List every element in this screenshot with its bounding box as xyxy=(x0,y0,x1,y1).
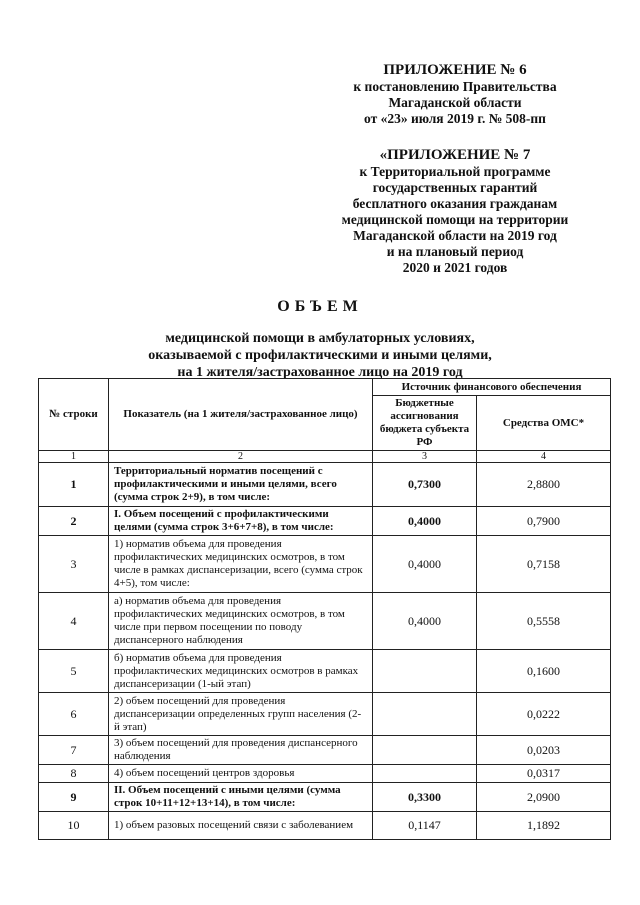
row-indicator: 3) объем посещений для проведения диспансерного наблюдения xyxy=(109,736,373,765)
row-oms-value: 0,5558 xyxy=(477,593,611,650)
header-indicator: Показатель (на 1 жителя/застрахованное лицо) xyxy=(109,379,373,451)
volume-heading xyxy=(0,298,640,381)
row-number: 9 xyxy=(39,783,109,812)
row-budget-value xyxy=(373,765,477,783)
volume-subtitle-line: на 1 жителя/застрахованное лицо на 2019 год xyxy=(177,365,463,380)
row-indicator: б) норматив объема для проведения профилактических медицинских осмотров в рамках диспансеризации (1-ый этап) xyxy=(109,650,373,693)
row-indicator: I. Объем посещений с профилактическими целями (сумма строк 3+6+7+8), в том числе: xyxy=(109,507,373,536)
row-oms-value: 0,7158 xyxy=(477,536,611,593)
row-number: 7 xyxy=(39,736,109,765)
appendix-7-line: бесплатного оказания гражданам xyxy=(352,196,558,211)
column-number: 1 xyxy=(39,451,109,463)
table-row xyxy=(39,593,611,650)
table-row xyxy=(39,736,611,765)
row-oms-value: 0,0203 xyxy=(477,736,611,765)
row-indicator: 1) объем разовых посещений связи с заболеванием xyxy=(109,812,373,840)
appendix-6-title: ПРИЛОЖЕНИЕ № 6 xyxy=(383,62,527,78)
row-number: 3 xyxy=(39,536,109,593)
row-indicator: II. Объем посещений с иными целями (сумма строк 10+11+12+13+14), в том числе: xyxy=(109,783,373,812)
row-oms-value: 2,0900 xyxy=(477,783,611,812)
row-number: 8 xyxy=(39,765,109,783)
row-indicator: Территориальный норматив посещений с профилактическими и иными целями, всего (сумма строк 2+9), в том числе: xyxy=(109,463,373,507)
row-budget-value: 0,3300 xyxy=(373,783,477,812)
row-oms-value: 0,1600 xyxy=(477,650,611,693)
row-indicator: 1) норматив объема для проведения профилактических медицинских осмотров, в том числе в рамках диспансеризации, всего (сумма строк 4+5), том числе: xyxy=(109,536,373,593)
row-indicator: а) норматив объема для проведения профилактических медицинских осмотров, в том числе при первом посещении по поводу диспансерного наблюдения xyxy=(109,593,373,650)
table-row xyxy=(39,812,611,840)
row-budget-value: 0,4000 xyxy=(373,507,477,536)
table-row xyxy=(39,650,611,693)
row-number: 6 xyxy=(39,693,109,736)
appendix-6-header xyxy=(290,62,620,127)
row-budget-value: 0,1147 xyxy=(373,812,477,840)
row-oms-value: 0,0317 xyxy=(477,765,611,783)
column-number: 4 xyxy=(477,451,611,463)
table-row xyxy=(39,783,611,812)
row-budget-value xyxy=(373,650,477,693)
volume-subtitle-line: медицинской помощи в амбулаторных условиях, xyxy=(165,331,475,346)
row-oms-value: 1,1892 xyxy=(477,812,611,840)
header-row-number: № строки xyxy=(39,379,109,451)
appendix-7-line: и на плановый период xyxy=(386,244,524,259)
row-budget-value xyxy=(373,693,477,736)
appendix-6-line: от «23» июля 2019 г. № 508-пп xyxy=(364,111,546,126)
appendix-7-line: государственных гарантий xyxy=(372,180,538,195)
row-number: 4 xyxy=(39,593,109,650)
row-number: 5 xyxy=(39,650,109,693)
row-oms-value: 2,8800 xyxy=(477,463,611,507)
column-number-row xyxy=(39,451,611,463)
table-row xyxy=(39,536,611,593)
volume-title: ОБЪЕМ xyxy=(277,298,363,315)
header-oms: Средства ОМС* xyxy=(477,396,611,451)
column-number: 2 xyxy=(109,451,373,463)
row-indicator: 2) объем посещений для проведения диспансеризации определенных групп населения (2-й этап) xyxy=(109,693,373,736)
appendix-7-header xyxy=(290,147,620,276)
row-oms-value: 0,7900 xyxy=(477,507,611,536)
appendix-7-line: Магаданской области на 2019 год xyxy=(353,228,557,243)
table-row xyxy=(39,463,611,507)
appendix-6-line: Магаданской области xyxy=(388,95,522,110)
appendix-7-line: к Территориальной программе xyxy=(359,164,551,179)
table-row xyxy=(39,693,611,736)
appendix-7-line: медицинской помощи на территории xyxy=(341,212,569,227)
volume-table xyxy=(38,378,611,840)
appendix-7-line: 2020 и 2021 годов xyxy=(402,260,508,275)
row-budget-value xyxy=(373,736,477,765)
row-budget-value: 0,4000 xyxy=(373,593,477,650)
row-number: 1 xyxy=(39,463,109,507)
table-row xyxy=(39,507,611,536)
header-budget: Бюджетные ассигнования бюджета субъекта РФ xyxy=(373,396,477,451)
row-oms-value: 0,0222 xyxy=(477,693,611,736)
row-number: 10 xyxy=(39,812,109,840)
appendix-7-title: «ПРИЛОЖЕНИЕ № 7 xyxy=(379,147,531,163)
table-row xyxy=(39,765,611,783)
volume-subtitle-line: оказываемой с профилактическими и иными целями, xyxy=(148,348,492,363)
row-number: 2 xyxy=(39,507,109,536)
appendix-6-line: к постановлению Правительства xyxy=(353,79,557,94)
column-number: 3 xyxy=(373,451,477,463)
row-indicator: 4) объем посещений центров здоровья xyxy=(109,765,373,783)
header-funding-source: Источник финансового обеспечения xyxy=(373,379,611,396)
row-budget-value: 0,7300 xyxy=(373,463,477,507)
row-budget-value: 0,4000 xyxy=(373,536,477,593)
